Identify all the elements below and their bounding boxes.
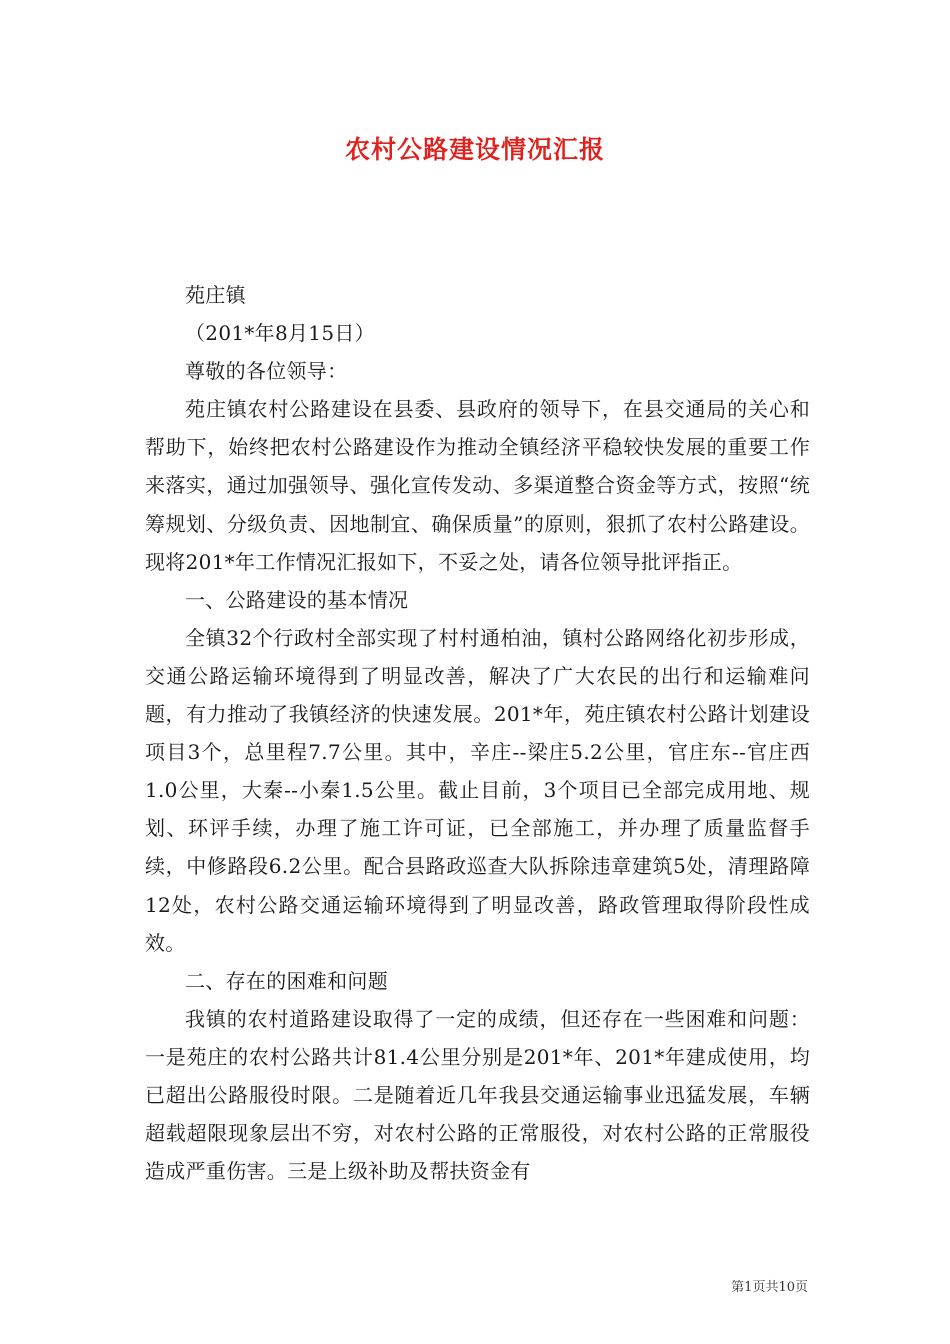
salutation: 尊敬的各位领导：	[185, 359, 348, 384]
section-2-paragraph: 我镇的农村道路建设取得了一定的成绩，但还存在一些困难和问题：一是苑庄的农村公路共计81.4公里分别是201*年、201*年建成使用，均已超出公路服役时限。二是随着近几年我县交通运输事业迅猛发展，车辆超载超限现象层出不穷，对农村公路的正常服役，对农村公路的正常服役造成严重伤害。三是上级补助及帮扶资金有	[145, 1006, 810, 1184]
page-number-footer: 第1页共10页	[731, 1280, 808, 1295]
document-body	[145, 276, 810, 1190]
author-line: 苑庄镇	[185, 283, 246, 307]
intro-paragraph: 苑庄镇农村公路建设在县委、县政府的领导下，在县交通局的关心和帮助下，始终把农村公路建设作为推动全镇经济平稳较快发展的重要工作来落实，通过加强领导、强化宣传发动、多渠道整合资金等方式，按照“统筹规划、分级负责、因地制宜、确保质量”的原则，狠抓了农村公路建设。现将201*年工作情况汇报如下，不妥之处，请各位领导批评指正。	[145, 397, 810, 574]
section-heading-2: 二、存在的困难和问题	[185, 968, 388, 993]
section-1-paragraph: 全镇32个行政村全部实现了村村通柏油，镇村公路网络化初步形成，交通公路运输环境得到了明显改善，解决了广大农民的出行和运输难问题，有力推动了我镇经济的快速发展。201*年，苑庄镇农村公路计划建设项目3个，总里程7.7公里。其中，辛庄--梁庄5.2公里，官庄东--官庄西1.0公里，大秦--小秦1.5公里。截止目前，3个项目已全部完成用地、规划、环评手续，办理了施工许可证，已全部施工，并办理了质量监督手续，中修路段6.2公里。配合县路政巡查大队拆除违章建筑5处，清理路障12处，农村公路交通运输环境得到了明显改善，路政管理取得阶段性成效。	[145, 625, 810, 955]
date-line: （201*年8月15日）	[185, 321, 375, 346]
document-title: 农村公路建设情况汇报	[344, 135, 605, 164]
section-heading-1: 一、公路建设的基本情况	[185, 587, 409, 612]
